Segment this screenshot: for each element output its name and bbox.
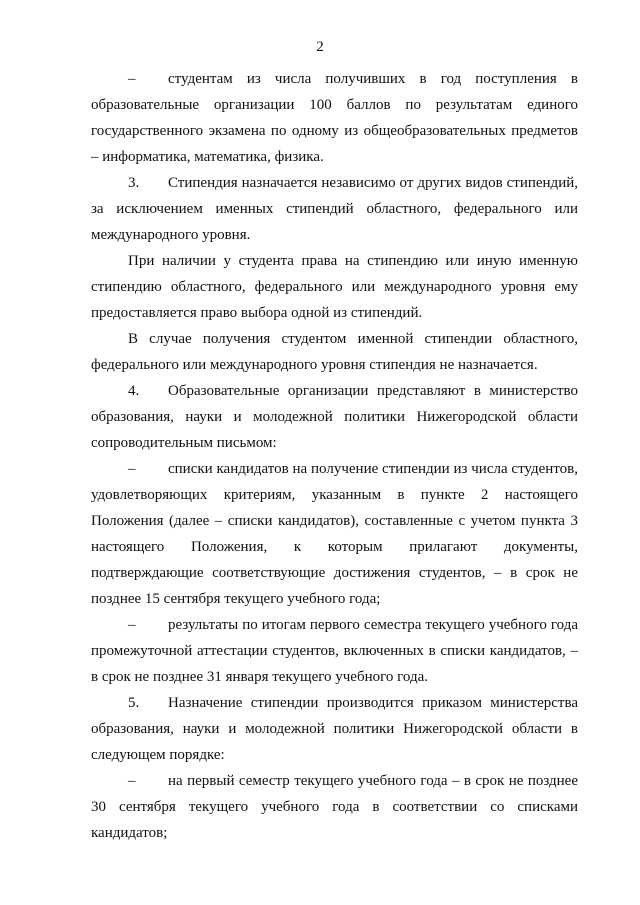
- paragraph-item-5: [91, 690, 578, 768]
- list-marker: –: [128, 71, 136, 87]
- paragraph-bullet-semester-results: [91, 612, 578, 690]
- paragraph-text: При наличии у студента права на стипендию или иную именную стипендию областного, федерального или международного уровня ему предоставляется право выбора одной из стипендий.: [91, 253, 578, 321]
- paragraph-item-4: [91, 378, 578, 456]
- list-marker: 4.: [128, 383, 140, 399]
- paragraph-choice-right: [91, 248, 578, 326]
- page-number: 2: [316, 39, 324, 55]
- paragraph-text: Образовательные организации представляют в министерство образования, науки и молодежной политики Нижегородской области сопроводительным письмом:: [91, 383, 578, 451]
- paragraph-bullet-ege: [91, 66, 578, 170]
- paragraph-not-assigned: [91, 326, 578, 378]
- paragraph-text: В случае получения студентом именной стипендии областного, федерального или международного уровня стипендия не назначается.: [91, 331, 578, 373]
- paragraph-text: на первый семестр текущего учебного года – в срок не позднее 30 сентября текущего учебного года в соответствии со списками кандидатов;: [91, 773, 578, 841]
- paragraph-text: результаты по итогам первого семестра текущего учебного года промежуточной аттестации студентов, включенных в списки кандидатов, – в срок не позднее 31 января текущего учебного года.: [91, 617, 578, 685]
- list-marker: 3.: [128, 175, 140, 191]
- list-marker: –: [128, 773, 136, 789]
- paragraph-bullet-first-semester: [91, 768, 578, 846]
- paragraph-text: студентам из числа получивших в год поступления в образовательные организации 100 баллов по результатам единого государственного экзамена по одному из общеобразовательных предметов – информатика, математика, физика.: [91, 71, 578, 165]
- paragraph-item-3: [91, 170, 578, 248]
- paragraph-text: списки кандидатов на получение стипендии из числа студентов, удовлетворяющих критериям, указанным в пункте 2 настоящего Положения (далее – списки кандидатов), составленные с учетом пункта 3 настоящего Положения, к которым прилагают документы, подтверждающие соответствующие достижения студентов, – в срок не позднее 15 сентября текущего учебного года;: [91, 461, 578, 607]
- list-marker: –: [128, 461, 136, 477]
- document-body: [91, 66, 578, 846]
- list-marker: –: [128, 617, 136, 633]
- paragraph-bullet-candidate-lists: [91, 456, 578, 612]
- paragraph-text: Назначение стипендии производится приказом министерства образования, науки и молодежной политики Нижегородской области в следующем порядке:: [91, 695, 578, 763]
- paragraph-text: Стипендия назначается независимо от других видов стипендий, за исключением именных стипендий областного, федерального или международного уровня.: [91, 175, 578, 243]
- list-marker: 5.: [128, 695, 140, 711]
